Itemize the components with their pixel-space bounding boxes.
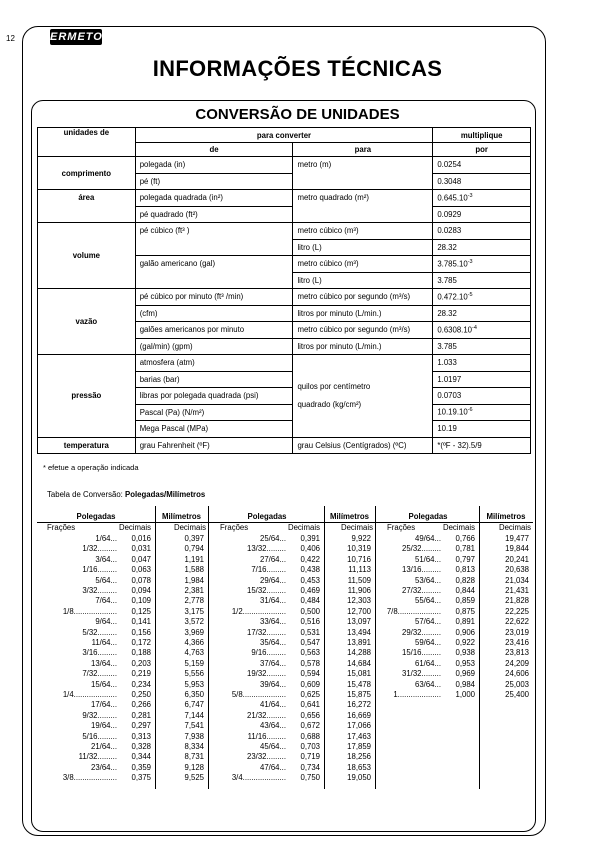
fraction: 39/64... bbox=[259, 679, 286, 689]
fraction: 3/8.................... bbox=[62, 773, 117, 783]
fraction: 63/64... bbox=[414, 679, 441, 689]
decimal: 0,484 bbox=[300, 596, 320, 606]
table-row bbox=[38, 289, 531, 306]
column-divider bbox=[479, 506, 480, 789]
header-para: para bbox=[293, 143, 433, 157]
group-comprimento: comprimento bbox=[38, 157, 136, 190]
fraction: 9/64... bbox=[95, 617, 117, 627]
fraction: 3/4.................... bbox=[231, 773, 286, 783]
cell-de: barias (bar) bbox=[135, 371, 293, 388]
header-decimais-mm: Decimais bbox=[173, 523, 206, 532]
millimeters: 2,381 bbox=[184, 586, 204, 595]
cell-para bbox=[293, 355, 433, 438]
fraction: 45/64... bbox=[259, 742, 286, 751]
decimal: 0,219 bbox=[131, 669, 151, 679]
fraction: 41/64... bbox=[259, 700, 286, 710]
millimeters: 6,350 bbox=[184, 690, 204, 699]
fraction: 51/64... bbox=[414, 554, 441, 564]
fraction: 11/32......... bbox=[78, 752, 117, 762]
millimeters: 4,763 bbox=[184, 648, 204, 658]
millimeters: 25,400 bbox=[505, 690, 529, 699]
decimal: 0,406 bbox=[300, 544, 320, 554]
millimeters: 3,969 bbox=[184, 627, 204, 637]
cell-de: galões americanos por minuto bbox=[135, 322, 293, 339]
decimal: 0,672 bbox=[300, 721, 320, 731]
millimeters: 7,938 bbox=[184, 731, 204, 741]
cell-por: *(ºF - 32).5/9 bbox=[433, 437, 531, 454]
para-line-2: quadrado (kg/cm²) bbox=[297, 400, 362, 410]
millimeters: 2,778 bbox=[184, 596, 204, 606]
cell-para: litros por minuto (L/min.) bbox=[293, 338, 433, 355]
millimeters: 19,477 bbox=[505, 534, 529, 543]
header-fracoes: Frações bbox=[387, 523, 416, 532]
decimal: 0,938 bbox=[455, 648, 475, 658]
decimal: 0,422 bbox=[300, 554, 320, 564]
column-divider bbox=[324, 506, 325, 789]
decimal: 0,969 bbox=[455, 669, 475, 679]
cell-por: 0.0929 bbox=[433, 206, 531, 223]
fraction: 43/64... bbox=[259, 721, 286, 731]
decimal: 0,828 bbox=[455, 575, 475, 585]
fraction: 25/64... bbox=[259, 534, 286, 543]
decimal: 0,609 bbox=[300, 679, 320, 689]
cell-por: 0.0703 bbox=[433, 388, 531, 405]
cell-para: metro quadrado (m²) bbox=[293, 190, 433, 223]
cell-de: galão americano (gal) bbox=[135, 256, 293, 289]
millimeters: 1,191 bbox=[184, 554, 204, 564]
millimeters: 15,875 bbox=[347, 690, 371, 699]
table-row bbox=[38, 355, 531, 372]
fraction: 37/64... bbox=[259, 658, 286, 668]
header-decimais: Decimais bbox=[287, 523, 320, 532]
cell-por: 3.785 bbox=[433, 338, 531, 355]
header-fracoes: Frações bbox=[220, 523, 249, 532]
fraction: 17/64... bbox=[90, 700, 117, 710]
fraction: 53/64... bbox=[414, 575, 441, 585]
decimal: 0,844 bbox=[455, 586, 475, 595]
header-polegadas: Polegadas bbox=[408, 512, 448, 521]
decimal: 0,656 bbox=[300, 710, 320, 720]
header-decimais-mm: Decimais bbox=[340, 523, 373, 532]
fraction: 27/64... bbox=[259, 554, 286, 564]
header-milimetros: Milímetros bbox=[486, 512, 526, 521]
cell-por: 0.3048 bbox=[433, 173, 531, 190]
millimeters: 1,984 bbox=[184, 575, 204, 585]
fraction: 1/8.................... bbox=[62, 606, 117, 616]
cell-por: 28.32 bbox=[433, 239, 531, 256]
fraction: 11/16......... bbox=[247, 731, 286, 741]
millimeters: 8,731 bbox=[184, 752, 204, 762]
header-para-converter: para converter bbox=[135, 128, 433, 143]
decimal: 0,531 bbox=[300, 627, 320, 637]
decimal: 0,891 bbox=[455, 617, 475, 627]
group-area: área bbox=[38, 190, 136, 223]
exponent: -3 bbox=[467, 258, 473, 265]
cell-de: pé quadrado (ft²) bbox=[135, 206, 293, 223]
para-line-1: quilos por centímetro bbox=[297, 382, 371, 392]
millimeters: 11,113 bbox=[348, 565, 371, 575]
fraction: 47/64... bbox=[259, 762, 286, 772]
header-decimais: Decimais bbox=[442, 523, 475, 532]
exponent: -4 bbox=[472, 324, 477, 331]
fraction: 15/64... bbox=[90, 679, 117, 689]
millimeters: 1,588 bbox=[184, 565, 204, 575]
table-row bbox=[38, 223, 531, 240]
decimal: 0,234 bbox=[131, 679, 151, 689]
cell-para: metro cúbico por segundo (m³/s) bbox=[293, 289, 433, 306]
decimal: 0,688 bbox=[300, 731, 320, 741]
value: 0.645.10 bbox=[437, 193, 468, 203]
decimal: 0,500 bbox=[300, 606, 320, 616]
column-divider bbox=[208, 506, 209, 789]
fraction: 29/64... bbox=[259, 575, 286, 585]
cell-de: (gal/min) (gpm) bbox=[135, 338, 293, 355]
millimeters: 14,684 bbox=[347, 658, 371, 668]
cell-de: polegada (in) bbox=[135, 157, 293, 174]
decimal: 0,047 bbox=[131, 554, 151, 564]
fraction: 31/64... bbox=[259, 596, 286, 606]
cell-de: grau Fahrenheit (ºF) bbox=[135, 437, 293, 454]
millimeters: 23,019 bbox=[505, 627, 529, 637]
millimeters: 17,066 bbox=[347, 721, 371, 731]
fraction: 1/32......... bbox=[82, 544, 117, 554]
decimal: 0,078 bbox=[131, 575, 151, 585]
fraction: 21/32......... bbox=[246, 710, 286, 720]
cell-por: 28.32 bbox=[433, 305, 531, 322]
fraction: 35/64... bbox=[259, 638, 286, 647]
millimeters: 19,844 bbox=[505, 544, 529, 554]
millimeters: 4,366 bbox=[184, 638, 204, 647]
fraction: 7/32......... bbox=[82, 669, 117, 679]
footnote: * efetue a operação indicada bbox=[43, 463, 139, 472]
header-de: de bbox=[135, 143, 293, 157]
decimal: 0,750 bbox=[300, 773, 320, 783]
units-conversion-table bbox=[37, 127, 531, 454]
millimeters: 3,572 bbox=[184, 617, 204, 627]
header-decimais-mm: Decimais bbox=[498, 523, 531, 532]
decimal: 0,469 bbox=[300, 586, 320, 595]
millimeters: 13,097 bbox=[347, 617, 371, 627]
fraction: 19/32......... bbox=[246, 669, 286, 679]
decimal: 0,172 bbox=[131, 638, 151, 647]
decimal: 0,594 bbox=[300, 669, 320, 679]
fraction: 1/64... bbox=[95, 534, 117, 543]
cell-por: 1.0197 bbox=[433, 371, 531, 388]
value: 10.19.10 bbox=[437, 408, 468, 418]
decimal: 0,766 bbox=[455, 534, 475, 543]
exponent: -5 bbox=[467, 291, 473, 298]
millimeters: 11,509 bbox=[347, 575, 371, 585]
cell-por: 0.0283 bbox=[433, 223, 531, 240]
millimeters: 24,209 bbox=[505, 658, 529, 668]
decimal: 0,578 bbox=[300, 658, 320, 668]
millimeters: 9,922 bbox=[351, 534, 371, 543]
decimal: 0,156 bbox=[131, 627, 151, 637]
millimeters: 16,669 bbox=[347, 710, 371, 720]
decimal: 0,375 bbox=[131, 773, 151, 783]
decimal: 0,344 bbox=[131, 752, 151, 762]
fraction: 1/16......... bbox=[82, 565, 117, 575]
millimeters: 15,081 bbox=[347, 669, 371, 679]
decimal: 0,875 bbox=[455, 606, 475, 616]
millimeters: 9,525 bbox=[184, 773, 204, 783]
decimal: 0,984 bbox=[455, 679, 475, 689]
cell-por: 0.0254 bbox=[433, 157, 531, 174]
fraction: 1/4.................... bbox=[62, 690, 117, 699]
fraction: 13/16......... bbox=[401, 565, 441, 575]
millimeters: 20,241 bbox=[505, 554, 529, 564]
fraction: 3/64... bbox=[95, 554, 117, 564]
cell-de: pé (ft) bbox=[135, 173, 293, 190]
millimeters: 17,859 bbox=[347, 742, 371, 751]
millimeters: 12,700 bbox=[347, 606, 371, 616]
millimeters: 17,463 bbox=[347, 731, 371, 741]
millimeters: 18,256 bbox=[347, 752, 371, 762]
fraction: 27/32......... bbox=[401, 586, 441, 595]
group-volume: volume bbox=[38, 223, 136, 289]
page-title: INFORMAÇÕES TÉCNICAS bbox=[152, 56, 443, 81]
fraction: 9/16......... bbox=[251, 648, 286, 658]
fraction: 29/32......... bbox=[401, 627, 441, 637]
decimal: 0,734 bbox=[300, 762, 320, 772]
fraction: 5/32......... bbox=[82, 627, 117, 637]
cell-de: polegada quadrada (in²) bbox=[135, 190, 293, 207]
fraction: 3/16......... bbox=[82, 648, 117, 658]
cell-de: pé cúbico por minuto (ft³ /min) bbox=[135, 289, 293, 306]
table-row bbox=[38, 437, 531, 454]
decimal: 0,438 bbox=[300, 565, 320, 575]
header-polegadas: Polegadas bbox=[76, 512, 116, 521]
fraction: 13/64... bbox=[90, 658, 117, 668]
millimeters: 18,653 bbox=[347, 762, 371, 772]
column-divider bbox=[375, 506, 376, 789]
millimeters: 11,906 bbox=[347, 586, 371, 595]
section-title: CONVERSÃO DE UNIDADES bbox=[195, 106, 400, 123]
cell-para: metro (m) bbox=[293, 157, 433, 190]
millimeters: 22,225 bbox=[505, 606, 529, 616]
fraction: 5/8.................... bbox=[231, 690, 286, 699]
cell-por: 3.785 bbox=[433, 272, 531, 289]
fraction: 59/64... bbox=[414, 638, 441, 647]
millimeters: 21,431 bbox=[505, 586, 529, 595]
decimal: 0,563 bbox=[300, 648, 320, 658]
header-multiplique: multiplique bbox=[433, 128, 531, 143]
decimal: 0,281 bbox=[131, 710, 151, 720]
decimal: 0,328 bbox=[131, 742, 151, 751]
cell-por bbox=[433, 289, 531, 306]
fraction: 11/64... bbox=[91, 638, 117, 647]
decimal: 0,453 bbox=[300, 575, 320, 585]
millimeters: 20,638 bbox=[505, 565, 529, 575]
decimal: 0,641 bbox=[300, 700, 320, 710]
cell-por bbox=[433, 322, 531, 339]
decimal: 0,906 bbox=[455, 627, 475, 637]
millimeters: 6,747 bbox=[184, 700, 204, 710]
millimeters: 5,953 bbox=[184, 679, 204, 689]
fraction: 15/16......... bbox=[401, 648, 441, 658]
fraction: 57/64... bbox=[414, 617, 441, 627]
decimal: 0,063 bbox=[131, 565, 151, 575]
exponent: -6 bbox=[467, 407, 473, 414]
fraction: 9/32......... bbox=[82, 710, 117, 720]
millimeters: 10,319 bbox=[347, 544, 371, 554]
cell-para: metro cúbico (m³) bbox=[293, 223, 433, 240]
millimeters: 16,272 bbox=[347, 700, 371, 710]
millimeters: 13,494 bbox=[347, 627, 371, 637]
decimal: 1,000 bbox=[455, 690, 475, 699]
decimal: 0,094 bbox=[131, 586, 151, 595]
cell-para: litro (L) bbox=[293, 272, 433, 289]
millimeters: 0,397 bbox=[184, 534, 204, 543]
cell-de: libras por polegada quadrada (psi) bbox=[135, 388, 293, 405]
cell-de: (cfm) bbox=[135, 305, 293, 322]
table-row bbox=[38, 190, 531, 207]
cell-para: metro cúbico (m³) bbox=[293, 256, 433, 273]
millimeters: 21,034 bbox=[505, 575, 529, 585]
millimeters: 22,622 bbox=[505, 617, 529, 627]
page-number: 12 bbox=[6, 34, 15, 43]
group-temperatura: temperatura bbox=[38, 437, 136, 454]
fraction: 7/16......... bbox=[251, 565, 286, 575]
decimal: 0,547 bbox=[300, 638, 320, 647]
millimeters: 15,478 bbox=[347, 679, 371, 689]
decimal: 0,859 bbox=[455, 596, 475, 606]
cell-para: metro cúbico por segundo (m³/s) bbox=[293, 322, 433, 339]
millimeters: 14,288 bbox=[347, 648, 371, 658]
header-por: por bbox=[433, 143, 531, 157]
value: 0.472.10 bbox=[437, 292, 468, 302]
decimal: 0,359 bbox=[131, 762, 151, 772]
decimal: 0,922 bbox=[455, 638, 475, 647]
cell-para: litro (L) bbox=[293, 239, 433, 256]
fraction: 23/32......... bbox=[246, 752, 286, 762]
cell-por bbox=[433, 404, 531, 421]
fraction: 17/32......... bbox=[246, 627, 286, 637]
header-milimetros: Milímetros bbox=[162, 512, 201, 521]
group-vazao: vazão bbox=[38, 289, 136, 355]
decimal: 0,797 bbox=[455, 554, 475, 564]
cell-de: pé cúbico (ft³ ) bbox=[135, 223, 293, 256]
decimal: 0,141 bbox=[131, 617, 151, 627]
fraction: 7/64... bbox=[95, 596, 117, 606]
fraction: 3/32......... bbox=[82, 586, 117, 595]
inch-mm-table bbox=[37, 506, 533, 791]
caption-text: Tabela de Conversão: bbox=[47, 490, 123, 499]
fraction: 33/64... bbox=[259, 617, 286, 627]
millimeters: 13,891 bbox=[347, 638, 371, 647]
millimeters: 5,159 bbox=[184, 658, 204, 668]
header-polegadas: Polegadas bbox=[247, 512, 287, 521]
decimal: 0,125 bbox=[131, 606, 151, 616]
millimeters: 8,334 bbox=[184, 742, 204, 751]
millimeters: 24,606 bbox=[505, 669, 529, 679]
decimal: 0,719 bbox=[300, 752, 320, 762]
fraction: 61/64... bbox=[414, 658, 441, 668]
millimeters: 9,128 bbox=[184, 762, 204, 772]
cell-de: atmosfera (atm) bbox=[135, 355, 293, 372]
header-decimais: Decimais bbox=[118, 523, 151, 532]
millimeters: 25,003 bbox=[505, 679, 529, 689]
millimeters: 23,416 bbox=[505, 638, 529, 647]
decimal: 0,109 bbox=[131, 596, 151, 606]
decimal: 0,813 bbox=[455, 565, 475, 575]
value: 0.6308.10 bbox=[437, 325, 472, 335]
fraction: 55/64... bbox=[414, 596, 441, 606]
fraction: 13/32......... bbox=[246, 544, 286, 554]
exponent: -3 bbox=[467, 192, 473, 199]
cell-por bbox=[433, 256, 531, 273]
decimal: 0,625 bbox=[300, 690, 320, 699]
fraction: 19/64... bbox=[90, 721, 117, 731]
cell-de: Pascal (Pa) (N/m²) bbox=[135, 404, 293, 421]
column-divider bbox=[155, 506, 156, 789]
decimal: 0,016 bbox=[131, 534, 151, 543]
fraction: 1/2.................... bbox=[231, 606, 286, 616]
fraction: 1.................... bbox=[393, 690, 441, 699]
table-row bbox=[38, 157, 531, 174]
decimal: 0,516 bbox=[300, 617, 320, 627]
millimeters: 7,541 bbox=[184, 721, 204, 731]
header-milimetros: Milímetros bbox=[330, 512, 369, 521]
fraction: 25/32......... bbox=[401, 544, 441, 554]
cell-por: 1.033 bbox=[433, 355, 531, 372]
table-header-row bbox=[38, 128, 531, 143]
decimal: 0,250 bbox=[131, 690, 151, 699]
decimal: 0,031 bbox=[131, 544, 151, 554]
millimeters: 5,556 bbox=[184, 669, 204, 679]
decimal: 0,781 bbox=[455, 544, 475, 554]
millimeters: 21,828 bbox=[505, 596, 529, 606]
fraction: 5/16......... bbox=[82, 731, 117, 741]
caption-bold: Polegadas/Milímetros bbox=[125, 490, 206, 499]
decimal: 0,266 bbox=[131, 700, 151, 710]
millimeters: 0,794 bbox=[184, 544, 204, 554]
fraction: 15/32......... bbox=[246, 586, 286, 595]
decimal: 0,391 bbox=[300, 534, 320, 543]
fraction: 21/64... bbox=[90, 742, 117, 751]
group-pressao: pressão bbox=[38, 355, 136, 438]
millimeters: 10,716 bbox=[347, 554, 371, 564]
cell-de: Mega Pascal (MPa) bbox=[135, 421, 293, 438]
conversion-caption bbox=[47, 490, 205, 499]
cell-para: litros por minuto (L/min.) bbox=[293, 305, 433, 322]
brand-logo: ERMETO bbox=[50, 31, 103, 43]
decimal: 0,297 bbox=[131, 721, 151, 731]
header-unidades-de: unidades de bbox=[38, 128, 136, 157]
millimeters: 12,303 bbox=[347, 596, 371, 606]
decimal: 0,313 bbox=[131, 731, 151, 741]
fraction: 5/64... bbox=[95, 575, 117, 585]
cell-para: grau Celsius (Centígrados) (ºC) bbox=[293, 437, 433, 454]
decimal: 0,703 bbox=[300, 742, 320, 751]
decimal: 0,203 bbox=[131, 658, 151, 668]
millimeters: 23,813 bbox=[505, 648, 529, 658]
millimeters: 3,175 bbox=[184, 606, 204, 616]
decimal: 0,953 bbox=[455, 658, 475, 668]
cell-por bbox=[433, 190, 531, 207]
fraction: 49/64... bbox=[414, 534, 441, 543]
decimal: 0,188 bbox=[131, 648, 151, 658]
fraction: 7/8.................... bbox=[386, 606, 441, 616]
millimeters: 7,144 bbox=[184, 710, 204, 720]
fraction: 23/64... bbox=[90, 762, 117, 772]
millimeters: 19,050 bbox=[347, 773, 371, 783]
cell-por: 10.19 bbox=[433, 421, 531, 438]
fraction: 31/32......... bbox=[401, 669, 441, 679]
value: 3.785.10 bbox=[437, 259, 468, 269]
header-fracoes: Frações bbox=[47, 523, 76, 532]
